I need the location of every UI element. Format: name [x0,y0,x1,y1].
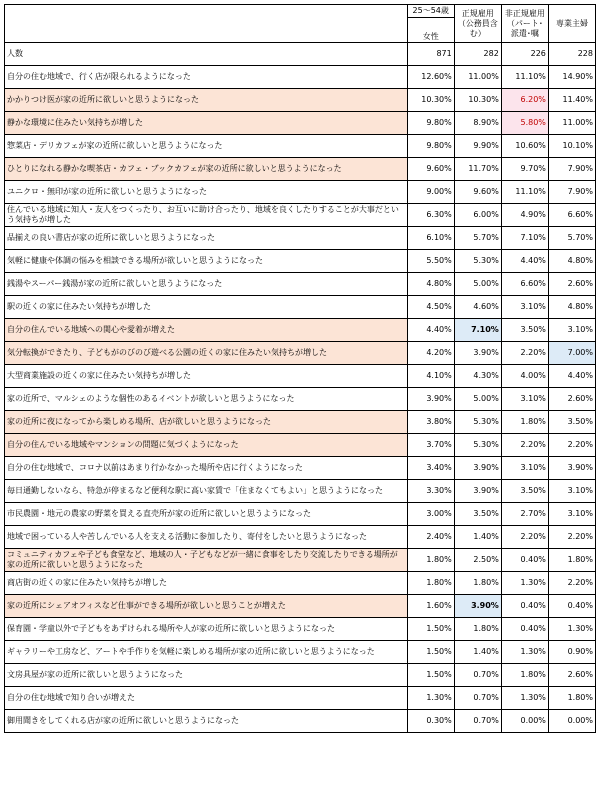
value-housewife: 3.10% [548,319,595,342]
value-nonregular: 3.10% [501,388,548,411]
row-label: 市民農園・地元の農家の野菜を買える直売所が家の近所に欲しいと思うようになった [5,503,408,526]
value-housewife: 3.10% [548,480,595,503]
header-blank-cell [5,5,408,43]
value-regular: 5.30% [454,250,501,273]
value-nonregular: 1.30% [501,572,548,595]
row-label: 文房具屋が家の近所に欲しいと思うようになった [5,664,408,687]
row-label: 住んでいる地域に知人・友人をつくったり、お互いに助け合ったり、地域を良くしたりすることが大事だという気持ちが増した [5,204,408,227]
row-label: 自分の住む地域で知り合いが増えた [5,687,408,710]
row-label: 自分の住んでいる地域やマンションの問題に気づくようになった [5,434,408,457]
value-housewife: 10.10% [548,135,595,158]
value-housewife: 1.80% [548,687,595,710]
value-women: 5.50% [407,250,454,273]
value-housewife: 1.30% [548,618,595,641]
value-women: 9.80% [407,112,454,135]
value-women: 1.50% [407,664,454,687]
survey-table-body [5,5,596,733]
value-nonregular: 4.40% [501,250,548,273]
header-women-cell [407,5,454,43]
value-women: 3.00% [407,503,454,526]
value-women: 9.80% [407,135,454,158]
table-row [5,710,596,733]
value-nonregular: 3.10% [501,296,548,319]
value-housewife: 3.50% [548,411,595,434]
value-nonregular: 2.20% [501,526,548,549]
row-label: 家の近所で、マルシェのような個性のあるイベントが欲しいと思うようになった [5,388,408,411]
value-women: 3.90% [407,388,454,411]
row-label: ひとりになれる静かな喫茶店・カフェ・ブックカフェが家の近所に欲しいと思うようになった [5,158,408,181]
value-housewife: 3.90% [548,457,595,480]
row-label: 静かな環境に住みたい気持ちが増した [5,112,408,135]
column-header-women: 女性 [422,32,439,41]
value-housewife: 11.40% [548,89,595,112]
value-nonregular: 0.40% [501,618,548,641]
row-label: 駅の近くの家に住みたい気持ちが増した [5,296,408,319]
row-label: 商店街の近くの家に住みたい気持ちが増した [5,572,408,595]
value-women: 0.30% [407,710,454,733]
table-row [5,296,596,319]
table-row [5,526,596,549]
count-regular: 282 [454,43,501,66]
value-nonregular: 2.20% [501,342,548,365]
value-regular: 10.30% [454,89,501,112]
value-nonregular: 2.20% [501,434,548,457]
table-row [5,618,596,641]
table-row [5,319,596,342]
table-row [5,434,596,457]
column-header-housewife: 専業主婦 [548,5,595,43]
row-label: 自分の住む地域で、コロナ以前はあまり行かなかった場所や店に行くようになった [5,457,408,480]
table-row [5,411,596,434]
age-range-label: 25～54歳 [408,5,454,18]
value-nonregular: 3.10% [501,457,548,480]
count-nonregular: 226 [501,43,548,66]
value-women: 3.40% [407,457,454,480]
row-label: かかりつけ医が家の近所に欲しいと思うようになった [5,89,408,112]
value-housewife: 14.90% [548,66,595,89]
count-label: 人数 [5,43,408,66]
row-label: 御用聞きをしてくれる店が家の近所に欲しいと思うようになった [5,710,408,733]
row-label: 品揃えの良い書店が家の近所に欲しいと思うようになった [5,227,408,250]
value-regular: 1.40% [454,641,501,664]
row-label: 惣菜店・デリカフェが家の近所に欲しいと思うようになった [5,135,408,158]
value-nonregular: 10.60% [501,135,548,158]
value-women: 1.50% [407,641,454,664]
value-housewife: 5.70% [548,227,595,250]
value-regular: 1.80% [454,572,501,595]
value-regular: 0.70% [454,687,501,710]
value-regular: 5.00% [454,273,501,296]
value-nonregular: 0.00% [501,710,548,733]
value-women: 2.40% [407,526,454,549]
value-regular: 3.90% [454,595,501,618]
value-nonregular: 4.90% [501,204,548,227]
value-women: 9.00% [407,181,454,204]
row-label: 銭湯やスーパー銭湯が家の近所に欲しいと思うようになった [5,273,408,296]
survey-table [4,4,596,733]
value-nonregular: 7.10% [501,227,548,250]
value-nonregular: 9.70% [501,158,548,181]
table-row [5,89,596,112]
count-housewife: 228 [548,43,595,66]
table-row [5,457,596,480]
value-nonregular: 1.80% [501,664,548,687]
value-women: 1.50% [407,618,454,641]
value-housewife: 4.80% [548,296,595,319]
column-header-nonregular: 非正規雇用（パート･派遣･嘱 [501,5,548,43]
table-row [5,66,596,89]
value-women: 1.80% [407,549,454,572]
value-regular: 11.00% [454,66,501,89]
value-regular: 4.60% [454,296,501,319]
table-row [5,365,596,388]
value-nonregular: 0.40% [501,595,548,618]
table-row [5,273,596,296]
table-row [5,664,596,687]
value-nonregular: 2.70% [501,503,548,526]
row-label: 毎日通勤しないなら、特急が停まるなど便利な駅に高い家賃で「住まなくてもよい」と思うようになった [5,480,408,503]
table-row [5,503,596,526]
row-label: ユニクロ・無印が家の近所に欲しいと思うようになった [5,181,408,204]
value-women: 4.10% [407,365,454,388]
value-housewife: 6.60% [548,204,595,227]
table-row [5,135,596,158]
value-regular: 9.90% [454,135,501,158]
table-row [5,388,596,411]
row-label: 自分の住んでいる地域への関心や愛着が増えた [5,319,408,342]
value-women: 3.70% [407,434,454,457]
value-nonregular: 11.10% [501,181,548,204]
value-housewife: 7.00% [548,342,595,365]
value-women: 3.30% [407,480,454,503]
value-housewife: 4.80% [548,250,595,273]
value-housewife: 7.90% [548,181,595,204]
value-nonregular: 4.00% [501,365,548,388]
row-label: 家の近所にシェアオフィスなど仕事ができる場所が欲しいと思うことが増えた [5,595,408,618]
value-nonregular: 5.80% [501,112,548,135]
table-row [5,342,596,365]
row-label: 気分転換ができたり、子どもがのびのび遊べる公園の近くの家に住みたい気持ちが増した [5,342,408,365]
value-regular: 2.50% [454,549,501,572]
value-regular: 0.70% [454,710,501,733]
row-label: 保育園・学童以外で子どもをあずけられる場所や人が家の近所に欲しいと思うようになった [5,618,408,641]
table-row [5,641,596,664]
row-label: 地域で困っている人や苦しんでいる人を支える活動に参加したり、寄付をしたいと思うようになった [5,526,408,549]
value-women: 6.10% [407,227,454,250]
value-housewife: 2.60% [548,388,595,411]
row-label: 気軽に健康や体調の悩みを相談できる場所が欲しいと思うようになった [5,250,408,273]
value-women: 3.80% [407,411,454,434]
value-regular: 9.60% [454,181,501,204]
value-regular: 5.00% [454,388,501,411]
count-row [5,43,596,66]
value-women: 4.50% [407,296,454,319]
value-regular: 4.30% [454,365,501,388]
value-housewife: 2.60% [548,664,595,687]
value-nonregular: 11.10% [501,66,548,89]
value-regular: 3.90% [454,480,501,503]
value-regular: 1.80% [454,618,501,641]
value-housewife: 2.20% [548,434,595,457]
value-nonregular: 0.40% [501,549,548,572]
value-housewife: 3.10% [548,503,595,526]
value-regular: 5.70% [454,227,501,250]
value-regular: 8.90% [454,112,501,135]
table-row [5,595,596,618]
value-housewife: 0.00% [548,710,595,733]
value-housewife: 2.20% [548,572,595,595]
table-row [5,204,596,227]
table-row [5,480,596,503]
value-nonregular: 3.50% [501,319,548,342]
value-nonregular: 1.30% [501,687,548,710]
value-nonregular: 3.50% [501,480,548,503]
value-women: 4.40% [407,319,454,342]
value-regular: 3.90% [454,342,501,365]
value-nonregular: 1.80% [501,411,548,434]
row-label: 自分の住む地域で、行く店が限られるようになった [5,66,408,89]
value-housewife: 2.20% [548,526,595,549]
value-regular: 7.10% [454,319,501,342]
row-label: 大型商業施設の近くの家に住みたい気持ちが増した [5,365,408,388]
table-row [5,549,596,572]
table-row [5,687,596,710]
table-row [5,158,596,181]
value-regular: 5.30% [454,434,501,457]
table-row [5,227,596,250]
value-women: 4.80% [407,273,454,296]
value-regular: 3.50% [454,503,501,526]
value-women: 10.30% [407,89,454,112]
table-row [5,250,596,273]
row-label: 家の近所に夜になってから楽しめる場所、店が欲しいと思うようになった [5,411,408,434]
value-housewife: 0.90% [548,641,595,664]
table-row [5,181,596,204]
row-label: コミュニティカフェや子ども食堂など、地域の人・子どもなどが一緒に食事をしたり交流したりできる場所が家の近所に欲しいと思うようになった [5,549,408,572]
value-housewife: 1.80% [548,549,595,572]
value-housewife: 4.40% [548,365,595,388]
value-regular: 3.90% [454,457,501,480]
value-regular: 6.00% [454,204,501,227]
value-housewife: 2.60% [548,273,595,296]
value-women: 9.60% [407,158,454,181]
value-housewife: 0.40% [548,595,595,618]
value-women: 1.60% [407,595,454,618]
value-nonregular: 1.30% [501,641,548,664]
value-women: 1.80% [407,572,454,595]
row-label: ギャラリーや工房など、アートや手作りを気軽に楽しめる場所が家の近所に欲しいと思うようになった [5,641,408,664]
value-regular: 1.40% [454,526,501,549]
value-women: 12.60% [407,66,454,89]
table-row [5,572,596,595]
value-women: 6.30% [407,204,454,227]
column-header-regular: 正規雇用（公務員含む） [454,5,501,43]
value-women: 1.30% [407,687,454,710]
header-row [5,5,596,43]
table-row [5,112,596,135]
value-housewife: 11.00% [548,112,595,135]
value-regular: 5.30% [454,411,501,434]
count-women: 871 [407,43,454,66]
value-housewife: 7.90% [548,158,595,181]
value-women: 4.20% [407,342,454,365]
value-regular: 0.70% [454,664,501,687]
value-regular: 11.70% [454,158,501,181]
value-nonregular: 6.60% [501,273,548,296]
value-nonregular: 6.20% [501,89,548,112]
